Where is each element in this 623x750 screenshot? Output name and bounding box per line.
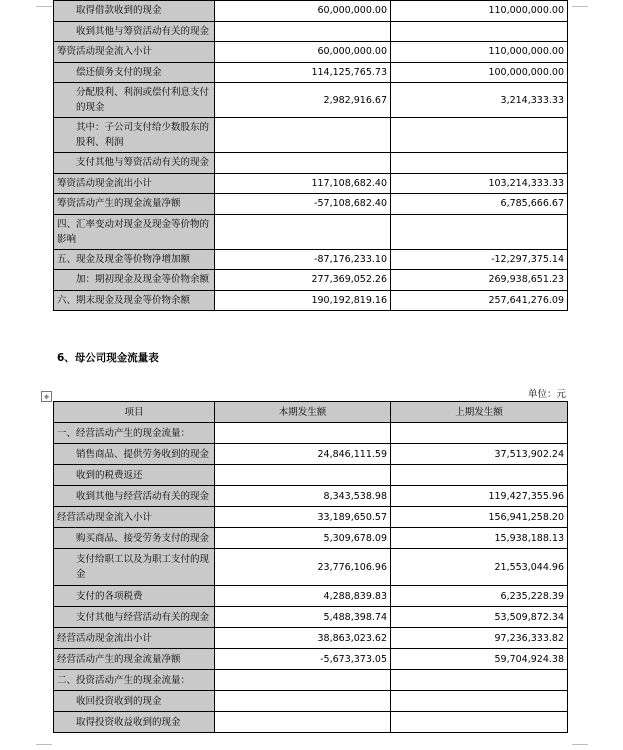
corner-mark [36,744,52,745]
current-period-value: 5,488,398.74 [215,607,391,628]
row-label: 经营活动现金流出小计 [54,628,215,649]
row-label: 分配股利、利润或偿付利息支付的现金 [54,83,215,118]
table-row [54,528,568,549]
table-row [54,507,568,528]
current-period-value [215,712,391,733]
previous-period-value: 103,214,333.33 [391,173,568,194]
previous-period-value [391,153,568,174]
table-row [54,423,568,444]
current-period-value: 114,125,765.73 [215,62,391,83]
current-period-value: 24,846,111.59 [215,444,391,465]
previous-period-value: 156,941,258.20 [391,507,568,528]
corner-mark [572,744,588,745]
row-label: 其中：子公司支付给少数股东的股利、利润 [54,118,215,153]
previous-period-value: 110,000,000.00 [391,1,568,22]
table-row [54,173,568,194]
table-row [54,249,568,270]
current-period-value: 4,288,839.83 [215,586,391,607]
table-row [54,153,568,174]
table-row [54,712,568,733]
current-period-value [215,465,391,486]
current-period-value: 2,982,916.67 [215,83,391,118]
previous-period-value: 269,938,651.23 [391,270,568,291]
row-label: 五、现金及现金等价物净增加额 [54,249,215,270]
table-row [54,83,568,118]
table-row [54,549,568,586]
table-move-handle-icon[interactable]: ✥ [41,391,52,402]
row-label: 销售商品、提供劳务收到的现金 [54,444,215,465]
previous-period-value: 3,214,333.33 [391,83,568,118]
table-row [54,118,568,153]
previous-period-value: 21,553,044.96 [391,549,568,586]
previous-period-value: 59,704,924.38 [391,649,568,670]
table-row [54,62,568,83]
previous-period-value [391,214,568,249]
previous-period-value: -12,297,375.14 [391,249,568,270]
table-row [54,42,568,63]
header-item: 项目 [54,402,215,423]
row-label: 收到其他与筹资活动有关的现金 [54,21,215,42]
current-period-value [215,118,391,153]
current-period-value [215,153,391,174]
row-label: 支付的各项税费 [54,586,215,607]
table-row [54,607,568,628]
previous-period-value: 110,000,000.00 [391,42,568,63]
row-label: 二、投资活动产生的现金流量： [54,670,215,691]
current-period-value: 8,343,538.98 [215,486,391,507]
previous-period-value: 100,000,000.00 [391,62,568,83]
table-row [54,444,568,465]
current-period-value: 33,189,650.57 [215,507,391,528]
row-label: 支付其他与经营活动有关的现金 [54,607,215,628]
row-label: 一、经营活动产生的现金流量： [54,423,215,444]
table-row [54,270,568,291]
previous-period-value [391,423,568,444]
row-label: 收回投资收到的现金 [54,691,215,712]
previous-period-value [391,21,568,42]
previous-period-value [391,118,568,153]
table-row [54,649,568,670]
current-period-value [215,214,391,249]
previous-period-value [391,691,568,712]
header-previous-period: 上期发生额 [391,402,568,423]
table-row [54,670,568,691]
row-label: 四、汇率变动对现金及现金等价物的影响 [54,214,215,249]
current-period-value: 117,108,682.40 [215,173,391,194]
current-period-value [215,691,391,712]
table-row [54,586,568,607]
row-label: 收到其他与经营活动有关的现金 [54,486,215,507]
current-period-value: 23,776,106.96 [215,549,391,586]
previous-period-value: 37,513,902.24 [391,444,568,465]
row-label: 取得借款收到的现金 [54,1,215,22]
row-label: 取得投资收益收到的现金 [54,712,215,733]
row-label: 经营活动产生的现金流量净额 [54,649,215,670]
table-header-row [54,402,568,423]
consolidated-cash-flow-table [53,0,568,311]
table-row [54,21,568,42]
previous-period-value: 6,235,228.39 [391,586,568,607]
table-row [54,290,568,311]
previous-period-value: 53,509,872.34 [391,607,568,628]
unit-label: 单位：元 [528,389,567,400]
table-row [54,691,568,712]
table-row [54,1,568,22]
current-period-value [215,423,391,444]
row-label: 偿还债务支付的现金 [54,62,215,83]
current-period-value: -5,673,373.05 [215,649,391,670]
current-period-value: 60,000,000.00 [215,42,391,63]
current-period-value: 190,192,819.16 [215,290,391,311]
current-period-value: 60,000,000.00 [215,1,391,22]
current-period-value: 5,309,678.09 [215,528,391,549]
row-label: 筹资活动产生的现金流量净额 [54,194,215,215]
row-label: 支付其他与筹资活动有关的现金 [54,153,215,174]
row-label: 筹资活动现金流入小计 [54,42,215,63]
previous-period-value [391,712,568,733]
row-label: 六、期末现金及现金等价物余额 [54,290,215,311]
parent-cash-flow-table [53,401,568,733]
previous-period-value: 6,785,666.67 [391,194,568,215]
current-period-value: 277,369,052.26 [215,270,391,291]
row-label: 筹资活动现金流出小计 [54,173,215,194]
previous-period-value [391,465,568,486]
header-current-period: 本期发生额 [215,402,391,423]
current-period-value: -57,108,682.40 [215,194,391,215]
corner-mark [36,6,52,7]
previous-period-value [391,670,568,691]
previous-period-value: 257,641,276.09 [391,290,568,311]
row-label: 购买商品、接受劳务支付的现金 [54,528,215,549]
current-period-value: 38,863,023.62 [215,628,391,649]
table-row [54,628,568,649]
row-label: 加：期初现金及现金等价物余额 [54,270,215,291]
table-row [54,465,568,486]
current-period-value [215,21,391,42]
row-label: 经营活动现金流入小计 [54,507,215,528]
table-row [54,214,568,249]
section-heading: 6、母公司现金流量表 [57,352,159,364]
row-label: 收到的税费返还 [54,465,215,486]
previous-period-value: 97,236,333.82 [391,628,568,649]
current-period-value [215,670,391,691]
previous-period-value: 119,427,355.96 [391,486,568,507]
previous-period-value: 15,938,188.13 [391,528,568,549]
row-label: 支付给职工以及为职工支付的现金 [54,549,215,586]
table-row [54,486,568,507]
current-period-value: -87,176,233.10 [215,249,391,270]
corner-mark [572,6,588,7]
table-row [54,194,568,215]
